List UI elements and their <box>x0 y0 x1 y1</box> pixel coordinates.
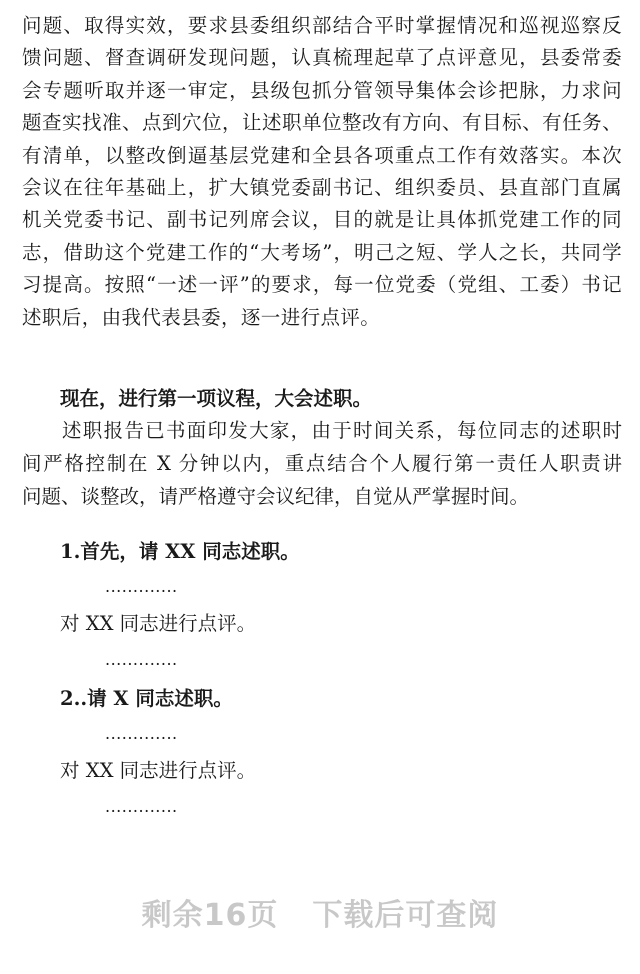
text-line: 会议在往年基础上，扩大镇党委副书记、组织委员、县直部门直属 <box>22 176 622 200</box>
item2-comment: 对 XX 同志进行点评。 <box>60 759 257 782</box>
ellipsis-line: ............. <box>105 797 178 816</box>
agenda-paragraph <box>22 414 622 513</box>
text-line: 述职后，由我代表县委，逐一进行点评。 <box>22 305 381 329</box>
ellipsis-line: ............. <box>105 650 178 669</box>
text-line: 有清单，以整改倒逼基层党建和全县各项重点工作有效落实。本次 <box>22 143 622 167</box>
ellipsis-line: ............. <box>105 724 178 743</box>
agenda-heading: 现在，进行第一项议程，大会述职。 <box>60 387 373 410</box>
text-line: 间严格控制在 X 分钟以内，重点结合个人履行第一责任人职责讲 <box>22 452 622 475</box>
remaining-pages-label: 剩余16页 <box>141 898 279 933</box>
text-line: 机关党委书记、副书记列席会议，目的就是让具体抓党建工作的同 <box>22 208 622 232</box>
text-line: 问题、取得实效，要求县委组织部结合平时掌握情况和巡视巡察反 <box>22 14 622 37</box>
ellipsis-line: ............. <box>105 577 178 596</box>
text-line: 问题、谈整改，请严格遵守会议纪律，自觉从严掌握时间。 <box>22 485 530 508</box>
intro-paragraph <box>22 10 622 334</box>
item2-heading: 2..请 X 同志述职。 <box>60 687 233 710</box>
text-line: 题查实找准、点到穴位，让述职单位整改有方向、有目标、有任务、 <box>22 111 622 135</box>
text-line: 会专题听取并逐一审定，县级包抓分管领导集体会诊把脉，力求问 <box>22 78 622 102</box>
text-line: 述职报告已书面印发大家，由于时间关系，每位同志的述职时 <box>62 419 622 442</box>
text-line: 志，借助这个党建工作的“大考场”，明己之短、学人之长，共同学 <box>22 240 622 264</box>
item1-heading: 1.首先，请 XX 同志述职。 <box>60 540 300 563</box>
text-line: 习提高。按照“一述一评”的要求，每一位党委（党组、工委）书记 <box>22 273 622 297</box>
item1-comment: 对 XX 同志进行点评。 <box>60 612 257 635</box>
text-line: 馈问题、督查调研发现问题，认真梳理起草了点评意见，县委常委 <box>22 46 622 70</box>
download-notice[interactable] <box>0 890 640 934</box>
download-hint-label: 下载后可查阅 <box>312 898 499 933</box>
